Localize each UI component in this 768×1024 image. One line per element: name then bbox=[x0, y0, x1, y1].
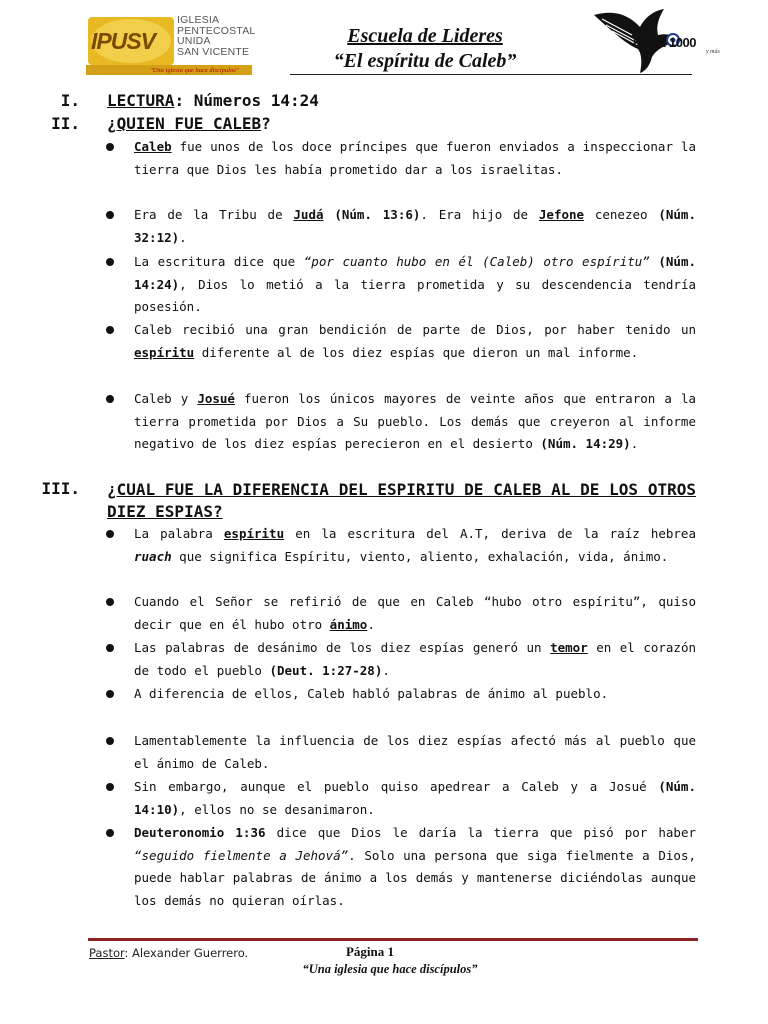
footer-tagline: “Una iglesia que hace discípulos” bbox=[302, 962, 478, 976]
title-line-2: “El espíritu de Caleb” bbox=[333, 50, 517, 72]
bullet-icon bbox=[106, 395, 114, 403]
logo-monogram: IPUSV bbox=[91, 28, 156, 54]
section-number: II. bbox=[51, 114, 80, 133]
vision-logo-sub: y más bbox=[706, 49, 720, 55]
section-label: LECTURA bbox=[107, 91, 175, 110]
list-item: Caleb y Josué fueron los únicos mayores de veinte años que entraron a la tierra prometida por Dios a Su pueblo. Los demás que creyeron al informe negativo de los diez espías perecieron en el desierto (Núm. 14:29). bbox=[134, 391, 696, 451]
title-line-1: Escuela de Lideres bbox=[347, 25, 503, 47]
logo-tagline: "Una iglesia que hace discípulos" bbox=[150, 67, 239, 74]
section-number: III. bbox=[41, 479, 80, 498]
list-item: La palabra espíritu en la escritura del A.T, deriva de la raíz hebrea ruach que significa Espíritu, viento, aliento, exhalación, vida, ánimo. bbox=[134, 526, 696, 564]
section-reference: : Números 14:24 bbox=[174, 91, 319, 110]
bullet-icon bbox=[106, 326, 114, 334]
bullet-icon bbox=[106, 258, 114, 266]
list-item: Lamentablemente la influencia de los diez espías afectó más al pueblo que el ánimo de Caleb. bbox=[134, 733, 696, 771]
list-item: Deuteronomio 1:36 dice que Dios le daría la tierra que pisó por haber “seguido fielmente a Jehová”. Solo una persona que siga fielmente a Dios, puede hablar palabras de ánimo a los demás y mantenerse diciéndolas aunque los demás no quieran oírlas. bbox=[134, 825, 697, 908]
page-number: Página 1 bbox=[345, 944, 395, 959]
list-item: Era de la Tribu de Judá (Núm. 13:6). Era hijo de Jefone cenezeo (Núm. 32:12). bbox=[134, 207, 696, 245]
section-title: ¿QUIEN FUE CALEB bbox=[107, 114, 262, 133]
list-item: Sin embargo, aunque el pueblo quiso apedrear a Caleb y a Josué (Núm. 14:10), ellos no se desanimaron. bbox=[134, 779, 696, 817]
section-title-line-1: ¿CUAL FUE LA DIFERENCIA DEL ESPIRITU DE CALEB AL DE LOS OTROS bbox=[107, 480, 696, 499]
list-item: Cuando el Señor se refirió de que en Caleb “hubo otro espíritu”, quiso decir que en él hubo otro ánimo. bbox=[134, 594, 696, 632]
page-header bbox=[0, 0, 768, 80]
bullet-icon bbox=[106, 690, 114, 698]
footer-pastor: Pastor: Alexander Guerrero. bbox=[89, 946, 249, 960]
list-item: Caleb recibió una gran bendición de parte de Dios, por haber tenido un espíritu diferente al de los diez espías que dieron un mal informe. bbox=[134, 322, 696, 360]
list-item: Las palabras de desánimo de los diez espías generó un temor en el corazón de todo el pueblo (Deut. 1:27-28). bbox=[134, 640, 697, 678]
church-name: IGLESIA PENTECOSTAL UNIDA SAN VICENTE bbox=[177, 14, 256, 58]
list-item: Caleb fue unos de los doce príncipes que fueron enviados a inspeccionar la tierra que Dios les había prometido dar a los israelitas. bbox=[134, 139, 696, 177]
bullet-icon bbox=[106, 829, 114, 837]
section-number: I. bbox=[60, 91, 80, 110]
vision-logo-text: ISION 1000 bbox=[633, 35, 696, 50]
bullet-icon bbox=[106, 644, 114, 652]
section-title-line-2: DIEZ ESPIAS? bbox=[107, 502, 223, 521]
bullet-icon bbox=[106, 783, 114, 791]
bullet-icon bbox=[106, 143, 114, 151]
bullet-icon bbox=[106, 737, 114, 745]
document-title bbox=[300, 24, 550, 74]
list-item: La escritura dice que “por cuanto hubo en él (Caleb) otro espíritu” (Núm. 14:24), Dios lo metió a la tierra prometida y su descendencia tendría posesión. bbox=[134, 254, 697, 314]
footer-divider bbox=[88, 938, 698, 941]
list-item: A diferencia de ellos, Caleb habló palabras de ánimo al pueblo. bbox=[134, 686, 609, 701]
bullet-icon bbox=[106, 530, 114, 538]
bullet-icon bbox=[106, 598, 114, 606]
bullet-icon bbox=[106, 211, 114, 219]
